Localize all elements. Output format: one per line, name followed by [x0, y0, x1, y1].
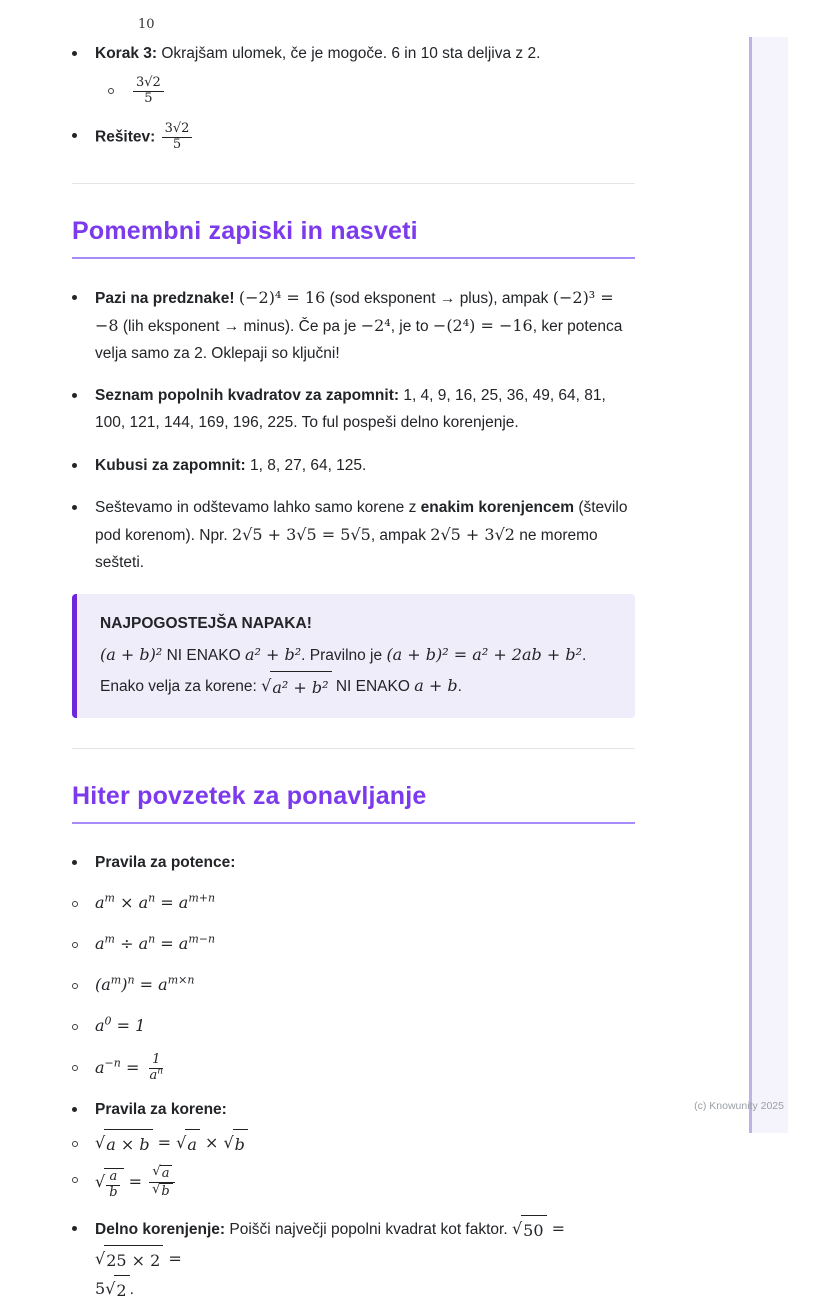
fraction-sqrta-over-sqrtb: √ a √ b [149, 1165, 176, 1200]
section-title-notes: Pomembni zapiski in nasveti [72, 217, 635, 259]
section-title-summary: Hiter povzetek za ponavljanje [72, 782, 635, 824]
bullet-predznaki: Pazi na predznake! (−2)⁴ = 16 (sod eksponent → plus), ampak (−2)³ = −8 (lih eksponent → minus). Če pa je −2⁴, je to −(2⁴) = −16, ker potenca velja samo za 2. Oklepaji so ključni! [72, 284, 635, 367]
bullet-pravila-potence [72, 849, 635, 876]
sqrt-a-times-b: √ a × b [95, 1129, 153, 1159]
copyright-footer: (c) Knowunity 2025 [694, 1100, 784, 1112]
sqrt-b: √ b [223, 1129, 247, 1159]
potence-label: Pravila za potence: [95, 854, 236, 872]
rule-quotient: $a^m \div a^n = a^{m-n}$ [72, 930, 635, 958]
bullet-pravila-korene [72, 1096, 635, 1123]
sub-bullet-fraction [108, 76, 635, 107]
potence-rules [72, 889, 635, 1084]
bullet-korak-3 [72, 40, 635, 67]
math-neg2-pow3: (−2)³ = −8 [95, 287, 614, 335]
resitev-label: Rešitev: [95, 128, 156, 146]
korak-3-text: Korak 3: Okrajšam ulomek, če je mogoče. 6 in 10 sta deljiva z 2. [95, 45, 541, 62]
sqrt-a: √ a [176, 1129, 200, 1159]
callout-title: NAJPOGOSTEJŠA NAPAKA! [100, 615, 312, 632]
korenjencem-label: enakim korenjencem [420, 498, 575, 516]
korene-label: Pravila za korene: [95, 1101, 227, 1119]
bullet-sestevanje: Seštevamo in odštevamo lahko samo korene z enakim korenjencem (število pod korenom). Npr. 2√5 + 3√5 = 5√5, ampak 2√5 + 3√2 ne moremo sešteti. [72, 494, 635, 576]
bullet-marker [72, 40, 95, 56]
math-neg2-pow4: (−2)⁴ = 16 [238, 287, 326, 307]
rule-zero-exponent: $a^0 = 1$ [72, 1012, 635, 1040]
callout-line-1: (a + b)² NI ENAKO a² + b². Pravilno je (a + b)² = a² + 2ab + b². [100, 645, 587, 665]
fraction-1-over-a-n: $\frac{1}{a^n}$ [149, 1052, 163, 1084]
kvadrati-label: Seznam popolnih kvadratov za zapomnit: [95, 387, 400, 405]
page-edge-decoration [749, 37, 788, 1133]
delno-label: Delno korenjenje: [95, 1221, 226, 1239]
math-sqrt5-sum: 2√5 + 3√5 = 5√5 [231, 524, 371, 544]
fraction-3sqrt2-over-5: $\frac{3√2}{5}$ [133, 76, 164, 107]
kubusi-label: Kubusi za zapomnit: [95, 456, 246, 474]
section-divider [72, 183, 635, 184]
callout-line-2: Enako velja za korene: √ a² + b² NI ENAKO a + b. [100, 671, 611, 703]
korene-rules [72, 1129, 635, 1201]
bullet-delno-korenjenje: Delno korenjenje: Poišči največji popolni kvadrat kot faktor. √ 50 = √ 25 × 2 = 5 √ 2 . [72, 1215, 635, 1305]
math-sqrt5-sqrt2: 2√5 + 3√2 [430, 524, 515, 544]
rule-sqrt-quotient: √ $\frac{a}{b}$ = √ a √ b [72, 1165, 635, 1201]
bullet-kvadrati: Seznam popolnih kvadratov za zapomnit: 1, 4, 9, 16, 25, 36, 49, 64, 81, 100, 121, 144, 169, 196, 225. To ful pospeši delno korenjenje. [72, 382, 635, 436]
fraction-3sqrt2-over-5: $\frac{3√2}{5}$ [162, 122, 193, 153]
rule-sqrt-product: √ a × b = √ a × √ b [72, 1129, 635, 1159]
predznaki-label: Pazi na predznake! [95, 289, 235, 307]
rule-negative-exponent: $a^{-n}$ = $\frac{1}{a^n}$ [72, 1053, 635, 1084]
math-neg-2pow4: −2⁴ [360, 316, 391, 335]
bullet-marker [72, 122, 95, 138]
rule-power-of-power: $(a^m)^n = a^{m\times n}$ [72, 971, 635, 999]
sub-bullet-marker [108, 76, 131, 94]
cropped-previous-formula: 10 [138, 17, 155, 32]
bullet-kubusi: Kubusi za zapomnit: 1, 8, 27, 64, 125. [72, 452, 635, 479]
document-content [72, 0, 635, 1305]
sqrt-2: √ 2 [105, 1275, 129, 1305]
section-divider [72, 748, 635, 749]
warning-callout [72, 594, 635, 718]
bullet-resitev [72, 122, 635, 153]
sqrt-25-times-2: √ 25 × 2 [95, 1245, 163, 1275]
math-neg-paren-2pow4: −(2⁴) = −16 [432, 316, 533, 335]
rule-product: $a^m \times a^n = a^{m+n}$ [72, 889, 635, 917]
sqrt-50: √ 50 [512, 1215, 547, 1245]
sqrt-a-over-b: √ $\frac{a}{b}$ [95, 1168, 124, 1201]
sqrt-a2-plus-b2: √ a² + b² [261, 671, 331, 703]
korak-3-label: Korak 3: [95, 45, 158, 62]
